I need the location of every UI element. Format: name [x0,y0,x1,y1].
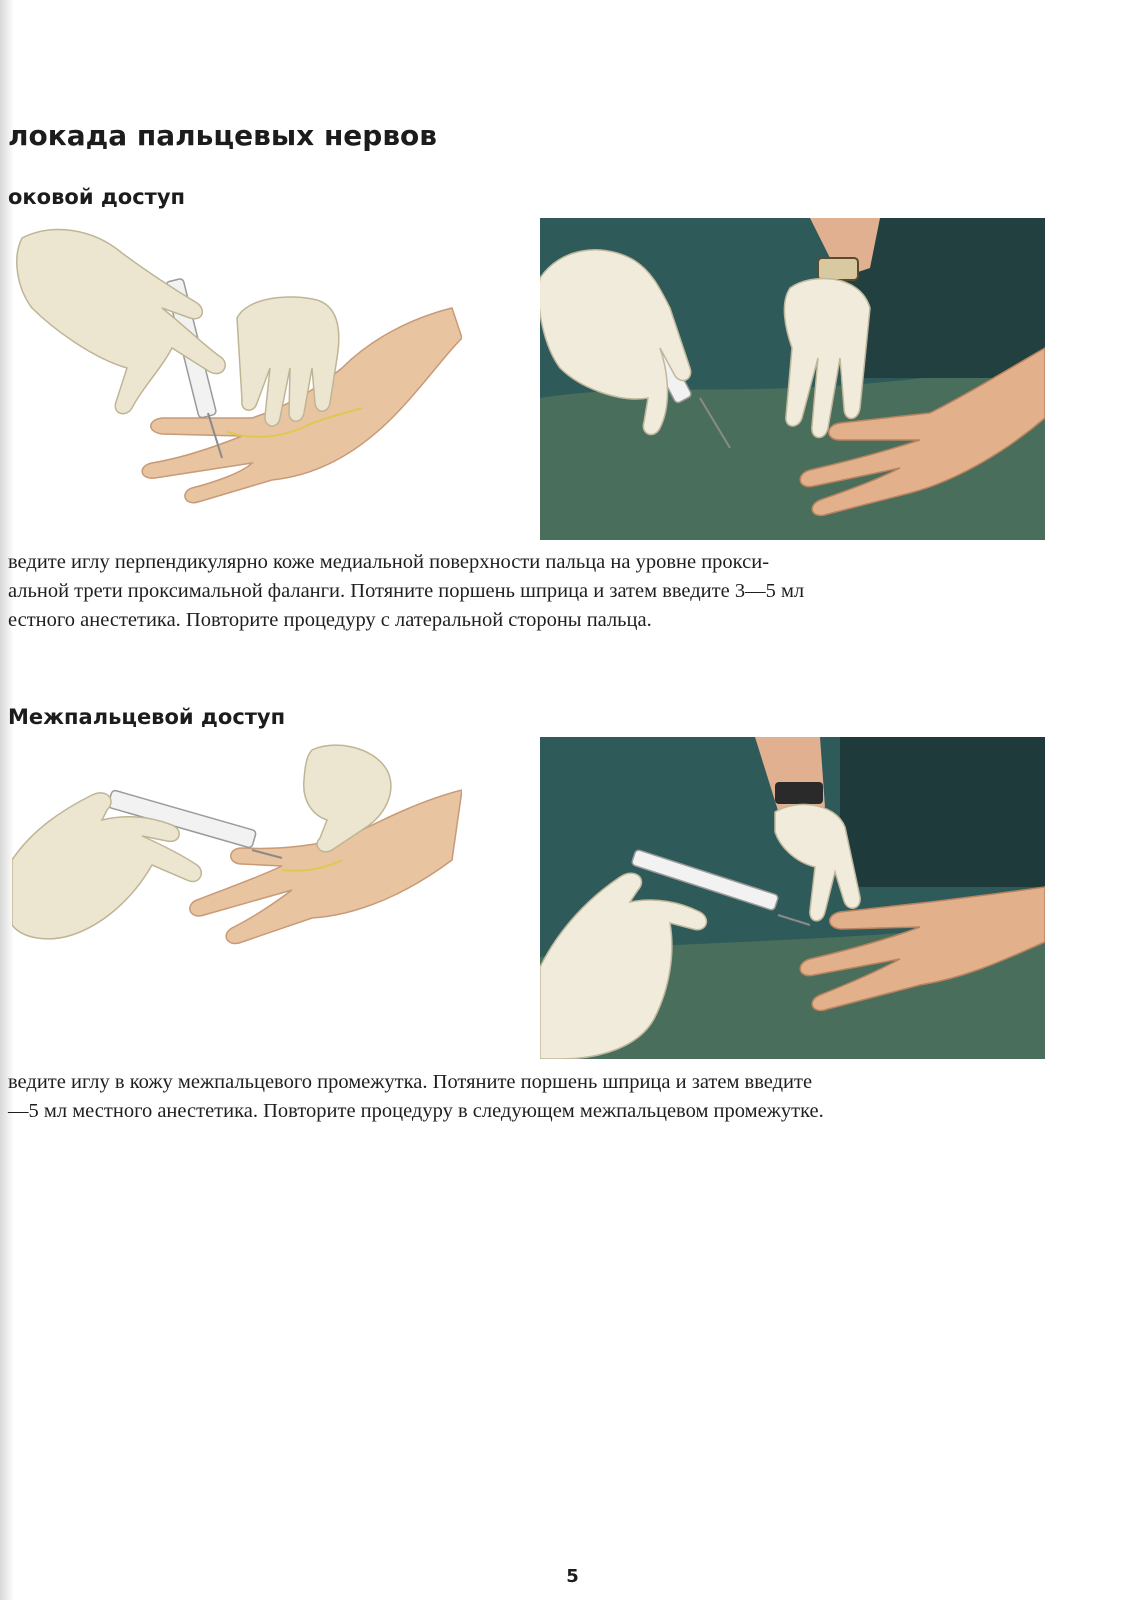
photo-interdigital-approach [540,737,1045,1059]
caption-line: ведите иглу в кожу межпальцевого промежутка. Потяните поршень шприца и затем введите [8,1071,813,1093]
section-title-lateral-approach: оковой доступ [8,185,186,210]
caption-interdigital-approach [8,1068,1043,1126]
caption-line: ведите иглу перпендикулярно коже медиальной поверхности пальца на уровне прокси- [8,551,770,573]
photo-lateral-approach [540,218,1045,540]
illustration-interdigital-approach [12,740,462,980]
page-number: 5 [566,1566,579,1587]
page-title: локада пальцевых нервов [8,118,437,152]
caption-line: —5 мл местного анестетика. Повторите процедуру в следующем межпальцевом промежутке. [8,1100,824,1122]
caption-line: естного анестетика. Повторите процедуру с латеральной стороны пальца. [8,609,652,631]
illustration-lateral-approach [12,218,462,518]
caption-lateral-approach [8,548,1043,635]
section-title-interdigital-approach: Межпальцевой доступ [8,705,286,730]
caption-line: альной трети проксимальной фаланги. Потяните поршень шприца и затем введите 3—5 мл [8,580,805,602]
